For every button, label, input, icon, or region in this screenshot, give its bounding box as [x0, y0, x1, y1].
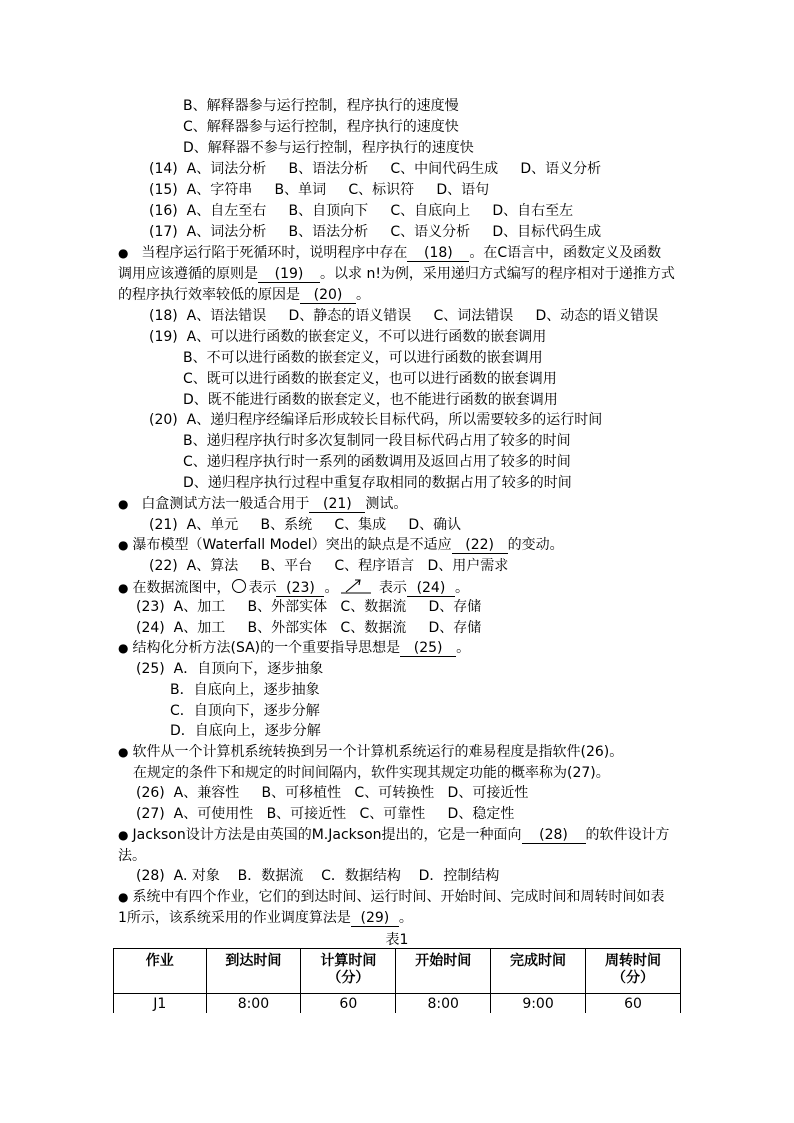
stem-text: 在数据流图中，	[132, 580, 231, 596]
table-cell: 8:00	[396, 994, 491, 1015]
option-line: D．自底向上，逐步分解	[170, 723, 321, 739]
stem-text: 表示	[248, 580, 277, 596]
option-line: C．自顶向下，逐步分解	[170, 703, 320, 719]
stem-text: 。	[356, 287, 370, 303]
option-line: B、递归程序执行时多次复制同一段目标代码占用了较多的时间	[183, 433, 571, 449]
arrow-symbol-icon	[338, 577, 374, 595]
option-line: B．自底向上，逐步抽象	[170, 682, 320, 698]
header-text: 完成时间	[510, 953, 567, 969]
question-stem-21	[118, 494, 407, 514]
question-stem-29	[118, 887, 664, 907]
stem-text: 。在C语言中，函数定义及函数	[469, 245, 662, 261]
stem-text: 。	[454, 580, 469, 596]
stem-text: 当程序运行陷于死循环时，说明程序中存在	[141, 245, 408, 261]
question-options-24: (24) A、加工 B、外部实体 C、数据流 D、存储	[136, 620, 482, 636]
question-options-16: (16) A、自左至右 B、自顶向下 C、自底向上 D、自右至左	[149, 203, 574, 219]
header-text: （分）	[327, 970, 370, 986]
question-options-28: (28) A. 对象 B．数据流 C．数据结构 D．控制结构	[136, 868, 500, 884]
question-stem-20	[118, 285, 370, 305]
header-cell	[491, 949, 586, 994]
question-options-19: (19) A、可以进行函数的嵌套定义，不可以进行函数的嵌套调用	[149, 329, 547, 345]
stem-text: 。	[398, 910, 413, 926]
question-options-14: (14) A、词法分析 B、语法分析 C、中间代码生成 D、语义分析	[149, 161, 602, 177]
stem-text: 。	[324, 580, 339, 596]
question-options-15: (15) A、字符串 B、单词 C、标识符 D、语句	[149, 182, 490, 198]
answer-blank: (20)	[300, 287, 356, 304]
header-text: 周转时间	[604, 953, 661, 969]
question-options-21: (21) A、单元 B、系统 C、集成 D、确认	[149, 517, 462, 533]
bullet: ●	[118, 246, 129, 260]
table-cell: 60	[301, 994, 396, 1015]
option-line: D、递归程序执行过程中重复存取相同的数据占用了较多的时间	[183, 475, 572, 491]
page-cutoff	[113, 1013, 682, 1123]
stem-text: 。以求 n!为例，采用递归方式编写的程序相对于递推方式	[320, 266, 675, 282]
table-header-row	[114, 949, 681, 994]
stem-continuation: 法。	[118, 848, 146, 864]
stem-text: 1所示，该系统采用的作业调度算法是	[118, 910, 351, 926]
option-line: C、既可以进行函数的嵌套定义，也可以进行函数的嵌套调用	[183, 371, 557, 387]
question-options-27: (27) A、可使用性 B、可接近性 C、可靠性 D、稳定性	[136, 806, 515, 822]
stem-text: 软件从一个计算机系统转换到另一个计算机系统运行的难易程度是指软件(26)。	[132, 744, 624, 760]
question-stem-19	[118, 264, 675, 284]
stem-text: 白盒测试方法一般适合用于	[141, 496, 310, 512]
question-stem-18	[118, 243, 661, 263]
option-line: C、递归程序执行时一系列的函数调用及返回占用了较多的时间	[183, 454, 571, 470]
answer-blank: (28)	[522, 827, 586, 844]
option-line: D、既不能进行函数的嵌套定义，也不能进行函数的嵌套调用	[183, 392, 558, 408]
answer-blank: (23)	[276, 580, 324, 597]
bullet: ●	[118, 890, 129, 904]
bullet: ●	[118, 828, 129, 842]
header-cell	[585, 949, 680, 994]
header-cell	[396, 949, 491, 994]
header-text: 作业	[145, 953, 174, 969]
stem-text: 的程序执行效率较低的原因是	[118, 287, 300, 303]
option-line: B、解释器参与运行控制，程序执行的速度慢	[183, 98, 459, 114]
table-row	[114, 994, 681, 1015]
bullet: ●	[118, 538, 129, 552]
stem-text: 表示	[378, 580, 407, 596]
question-options-22: (22) A、算法 B、平台 C、程序语言 D、用户需求	[149, 558, 509, 574]
table-cell: J1	[114, 994, 207, 1015]
stem-text: 测试。	[365, 496, 408, 512]
option-line: D、解释器不参与运行控制，程序执行的速度快	[183, 140, 474, 156]
bullet: ●	[118, 641, 129, 655]
option-line: B、不可以进行函数的嵌套定义，可以进行函数的嵌套调用	[183, 350, 543, 366]
question-stem-28	[118, 825, 670, 845]
question-options-23: (23) A、加工 B、外部实体 C、数据流 D、存储	[136, 599, 482, 615]
answer-blank: (25)	[400, 640, 456, 657]
circle-symbol-icon	[232, 579, 246, 593]
header-cell	[206, 949, 301, 994]
stem-text: 瀑布模型（Waterfall Model）突出的缺点是不适应	[132, 537, 452, 553]
header-text: 到达时间	[225, 953, 282, 969]
header-text: 计算时间	[320, 953, 377, 969]
stem-continuation	[118, 908, 413, 928]
question-options-20: (20) A、递归程序经编译后形成较长目标代码，所以需要较多的运行时间	[149, 412, 603, 428]
stem-text: 系统中有四个作业，它们的到达时间、运行时间、开始时间、完成时间和周转时间如表	[132, 889, 665, 905]
table-cell: 8:00	[206, 994, 301, 1015]
answer-blank: (19)	[258, 266, 320, 283]
stem-text: 结构化分析方法(SA)的一个重要指导思想是	[132, 640, 401, 656]
question-options-17: (17) A、词法分析 B、语法分析 C、语义分析 D、目标代码生成	[149, 224, 602, 240]
bullet: ●	[118, 497, 129, 511]
stem-text: 的变动。	[507, 537, 564, 553]
question-options-18: (18) A、语法错误 D、静态的语义错误 C、词法错误 D、动态的语义错误	[149, 308, 659, 324]
header-cell	[114, 949, 207, 994]
answer-blank: (24)	[407, 580, 455, 597]
header-text: （分）	[611, 970, 654, 986]
question-stem-25	[118, 638, 470, 658]
stem-text: 调用应该遵循的原则是	[118, 266, 258, 282]
stem-text: Jackson设计方法是由英国的M.Jackson提出的，它是一种面向	[132, 827, 522, 843]
question-stem-27: 在规定的条件下和规定的时间间隔内，软件实现其规定功能的概率称为(27)。	[133, 765, 610, 781]
question-options-25: (25) A．自顶向下，逐步抽象	[136, 661, 324, 677]
answer-blank: (21)	[309, 496, 365, 513]
answer-blank: (22)	[452, 537, 508, 554]
answer-blank: (29)	[351, 910, 399, 927]
question-stem-26	[118, 742, 623, 762]
header-cell	[301, 949, 396, 994]
bullet: ●	[118, 745, 129, 759]
bullet: ●	[118, 581, 129, 595]
table-cell: 9:00	[491, 994, 586, 1015]
question-options-26: (26) A、兼容性 B、可移植性 C、可转换性 D、可接近性	[136, 785, 529, 801]
stem-text: 的软件设计方	[585, 827, 670, 843]
question-stem-22	[118, 535, 564, 555]
question-stem-23	[118, 577, 469, 597]
table-cell: 60	[585, 994, 680, 1015]
table-caption: 表1	[385, 932, 409, 948]
header-text: 开始时间	[415, 953, 472, 969]
answer-blank: (18)	[407, 245, 469, 262]
stem-text: 。	[456, 640, 471, 656]
option-line: C、解释器参与运行控制，程序执行的速度快	[183, 119, 459, 135]
